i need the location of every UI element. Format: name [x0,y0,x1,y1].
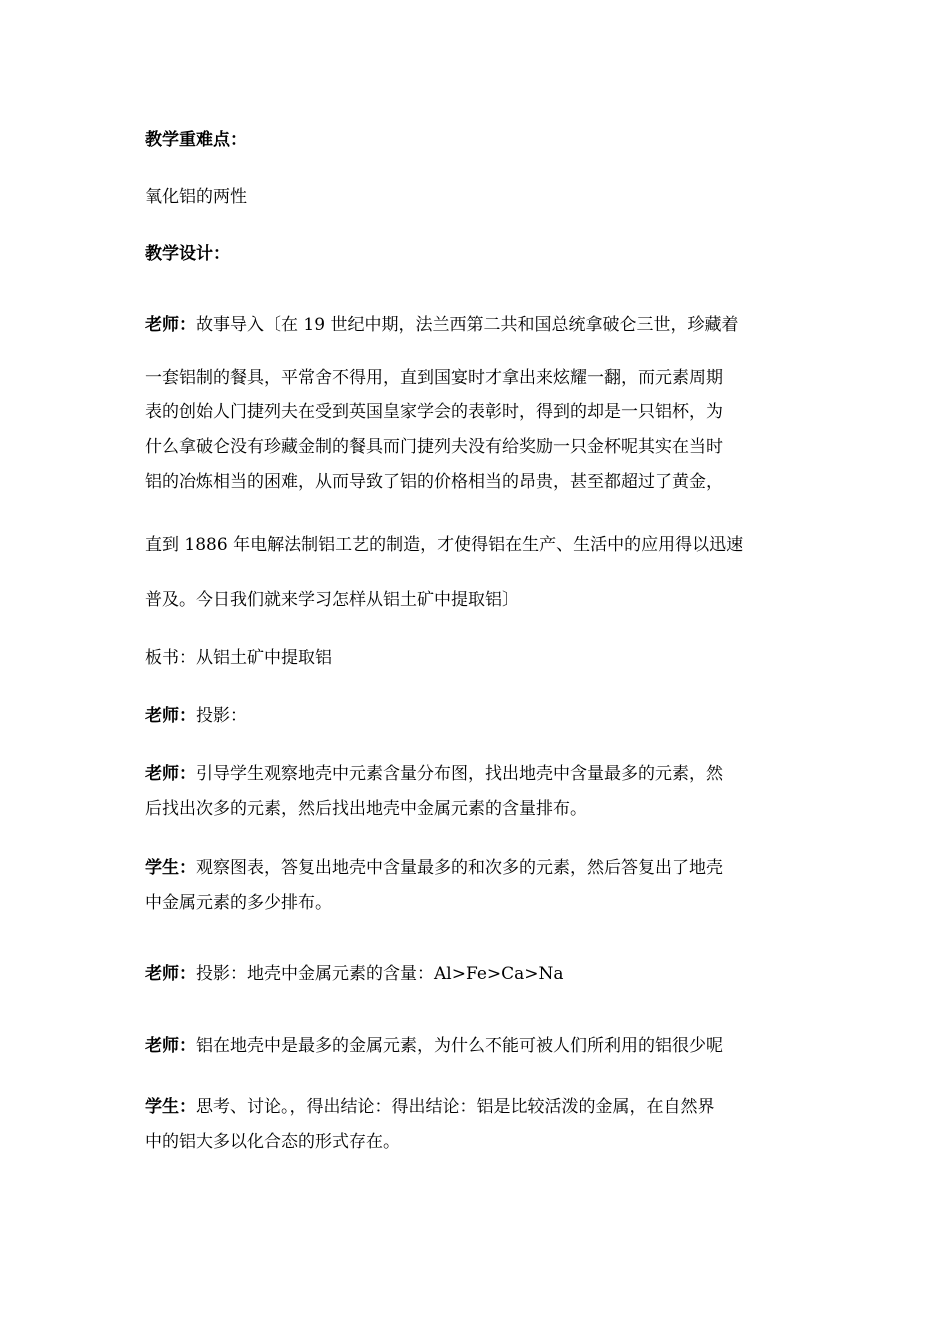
difficulty-heading: 教学重难点： [145,130,247,150]
teacher-projection [145,706,247,726]
story-intro-line-7: 普及。今日我们就来学习怎样从铝土矿中提取铝〕 [145,590,519,610]
teacher-question [145,1036,723,1056]
speaker-label: 老师： [145,764,196,784]
teacher-metal-content [145,964,564,984]
story-intro-line-3: 表的创始人门捷列夫在受到英国皇家学会的表彰时，得到的却是一只铝杯，为 [145,402,723,422]
metal-content-text: 投影：地壳中金属元素的含量：Al>Fe>Ca>Na [196,964,564,984]
blackboard-note: 板书：从铝土矿中提取铝 [145,648,332,668]
story-intro-line-2: 一套铝制的餐具，平常舍不得用，直到国宴时才拿出来炫耀一翻，而元素周期 [145,368,723,388]
story-text: 故事导入〔在 19 世纪中期，法兰西第二共和国总统拿破仑三世，珍藏着 [196,315,739,335]
speaker-label: 老师： [145,315,196,335]
story-intro-line-6: 直到 1886 年电解法制铝工艺的制造，才使得铝在生产、生活中的应用得以迅速 [145,535,744,555]
guide-text: 引导学生观察地壳中元素含量分布图，找出地壳中含量最多的元素，然 [196,764,723,784]
teacher-guide-line-2: 后找出次多的元素，然后找出地壳中金属元素的含量排布。 [145,799,587,819]
difficulty-text: 氧化铝的两性 [145,187,247,207]
teacher-guide-line-1 [145,764,723,784]
question-text: 铝在地壳中是最多的金属元素，为什么不能可被人们所利用的铝很少呢 [196,1036,723,1056]
student-answer-line-2: 中金属元素的多少排布。 [145,893,332,913]
speaker-label: 老师： [145,706,196,726]
story-intro-line-1 [145,315,738,335]
design-heading: 教学设计： [145,244,230,264]
speaker-label: 学生： [145,858,196,878]
answer-text: 观察图表，答复出地壳中含量最多的和次多的元素，然后答复出了地壳 [196,858,723,878]
student-conclusion-line-1 [145,1097,715,1117]
projection-text: 投影： [196,706,247,726]
student-answer-line-1 [145,858,723,878]
story-intro-line-5: 铝的冶炼相当的困难，从而导致了铝的价格相当的昂贵，甚至都超过了黄金， [145,472,723,492]
speaker-label: 老师： [145,964,196,984]
story-intro-line-4: 什么拿破仑没有珍藏金制的餐具而门捷列夫没有给奖励一只金杯呢其实在当时 [145,437,723,457]
speaker-label: 老师： [145,1036,196,1056]
student-conclusion-line-2: 中的铝大多以化合态的形式存在。 [145,1132,400,1152]
conclusion-text: 思考、讨论。，得出结论：得出结论：铝是比较活泼的金属，在自然界 [196,1097,715,1117]
speaker-label: 学生： [145,1097,196,1117]
